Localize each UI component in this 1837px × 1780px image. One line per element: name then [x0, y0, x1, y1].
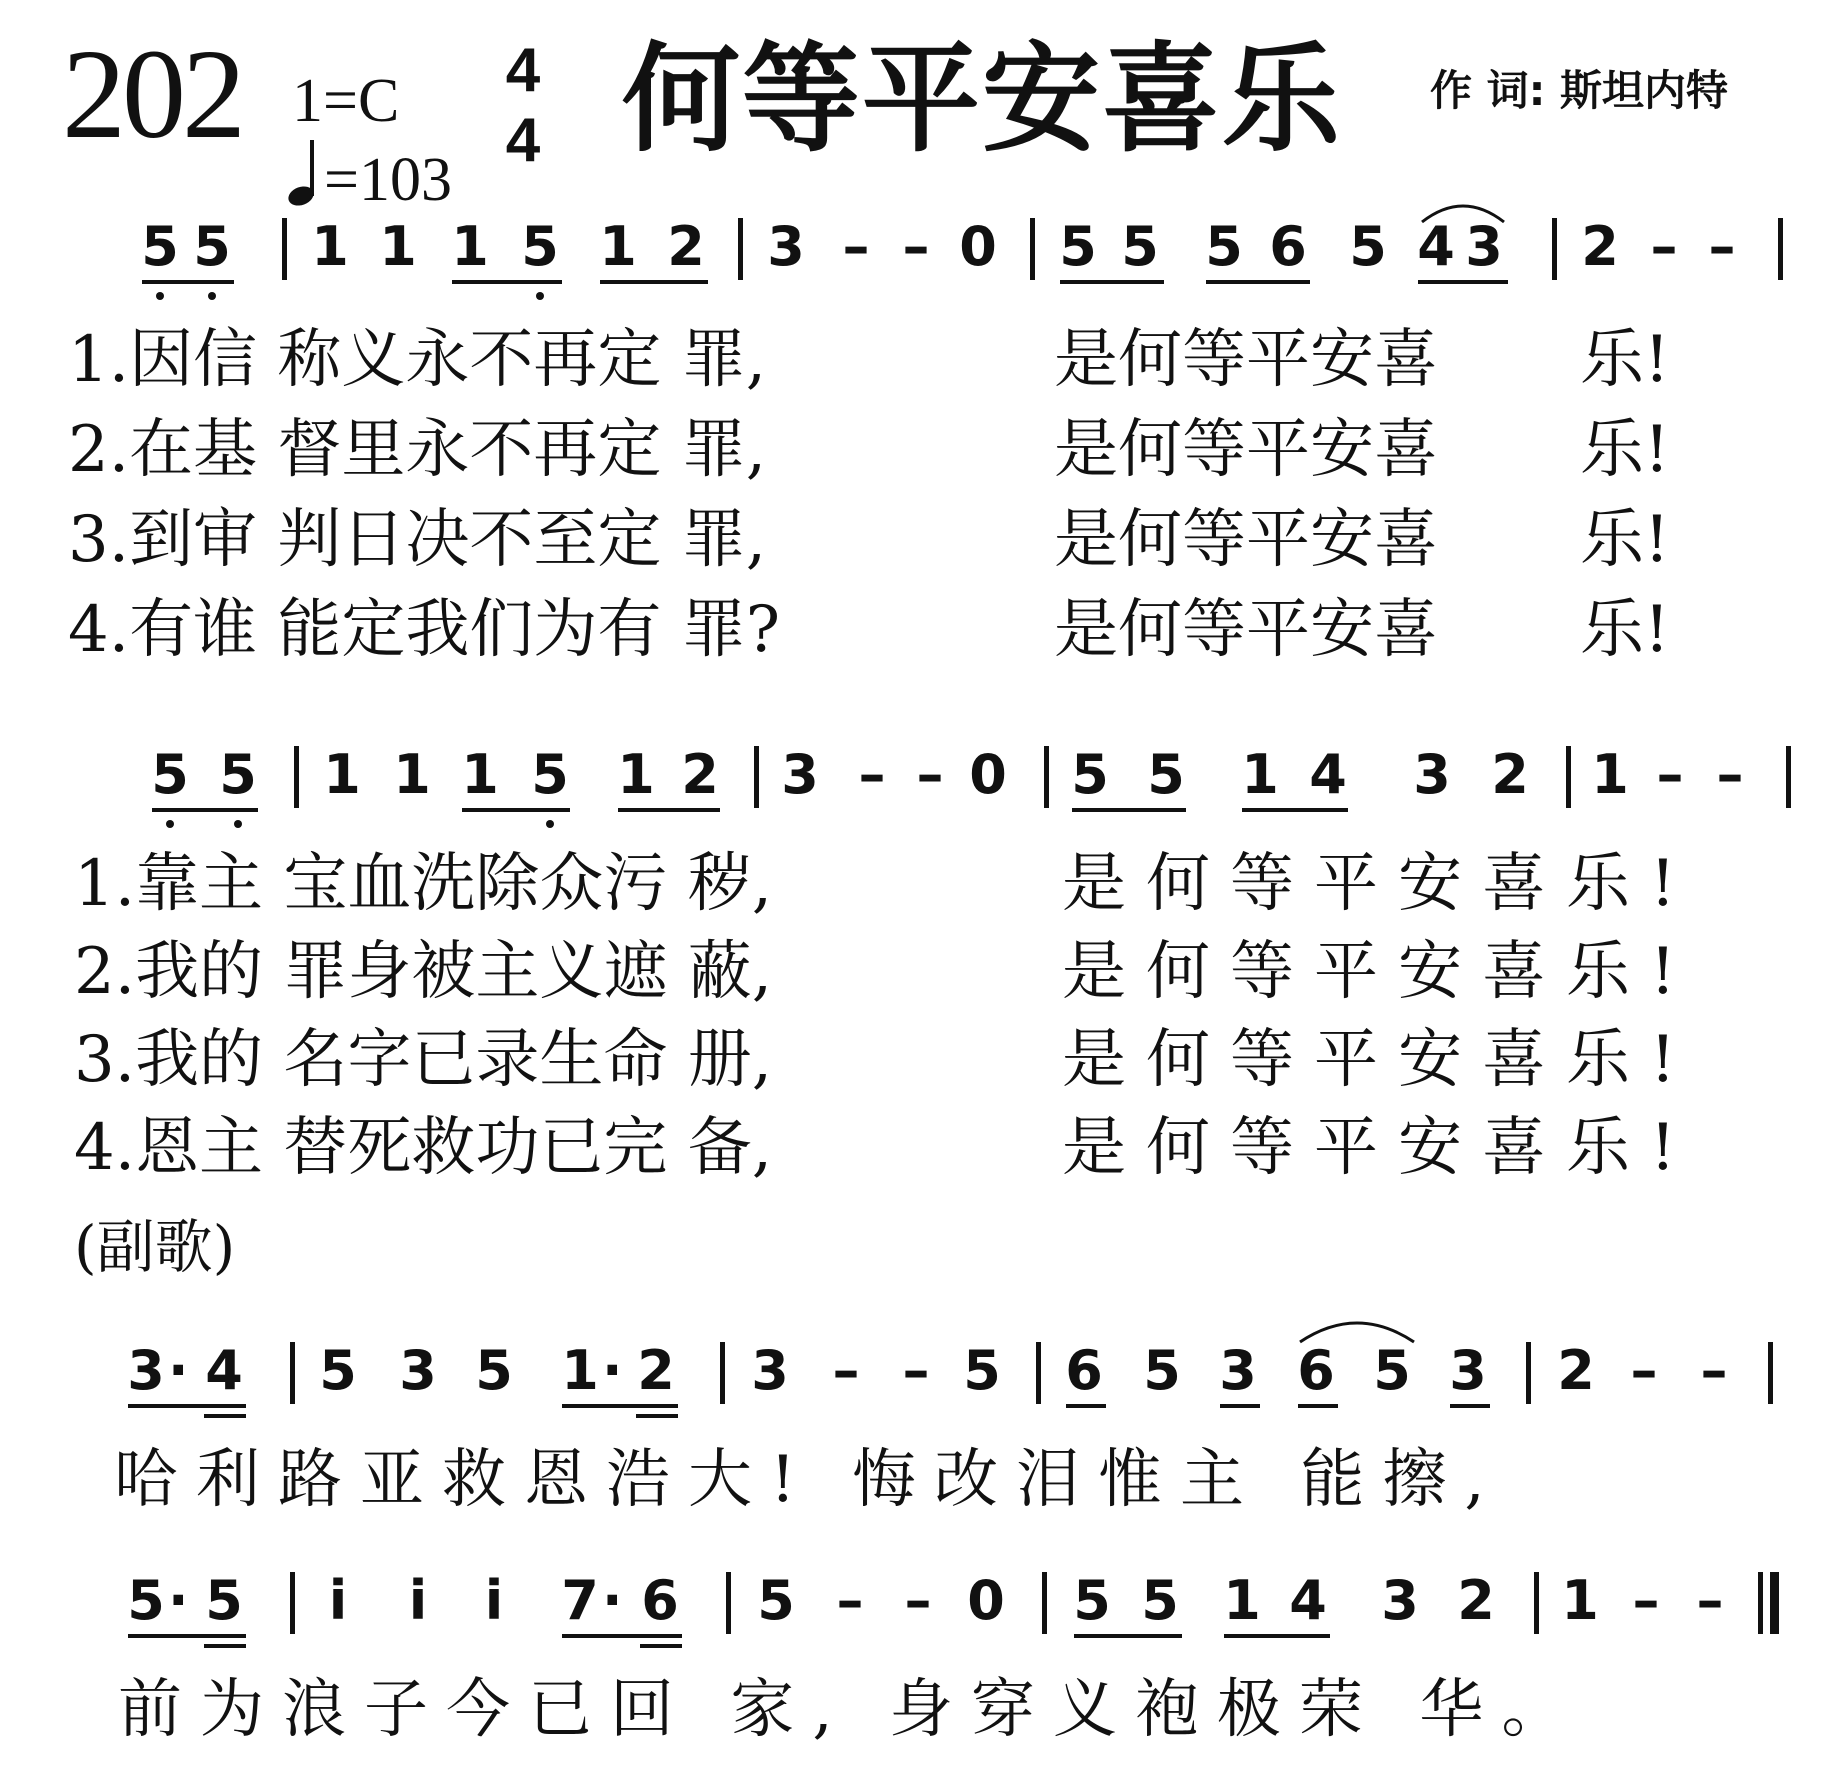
- note-dash: –: [902, 215, 930, 278]
- beam-line: [152, 808, 258, 812]
- octave-dot: [208, 292, 216, 300]
- note: 2: [1491, 743, 1529, 806]
- barline: [1768, 1342, 1773, 1404]
- note: 4: [1417, 215, 1455, 278]
- beam-line: [618, 808, 720, 812]
- barline: [1030, 218, 1035, 280]
- beam-line: [1060, 280, 1164, 284]
- lyric-line: 是何等平安喜: [1054, 593, 1438, 667]
- note: 5: [531, 743, 569, 806]
- beam-line: [1066, 1404, 1106, 1408]
- beam-line: [636, 1414, 678, 1418]
- note-high: i: [484, 1569, 504, 1632]
- lyric-line: 3.到审 判日决不至定 罪,: [68, 503, 767, 577]
- note-high: i: [328, 1569, 348, 1632]
- lyric-line: 乐!: [1580, 413, 1670, 487]
- beam-line: [1074, 1634, 1182, 1638]
- note: 5: [151, 743, 189, 806]
- barline: [720, 1342, 725, 1404]
- note: 5: [963, 1339, 1001, 1402]
- lyric-line: 乐!: [1580, 503, 1670, 577]
- note: 2: [637, 1339, 675, 1402]
- note: 3: [781, 743, 819, 806]
- song-title: 何等平安喜乐: [622, 30, 1343, 168]
- note: 1: [323, 743, 361, 806]
- note-dash: –: [858, 743, 886, 806]
- note-dash: –: [904, 1569, 932, 1632]
- barline: [1526, 1342, 1531, 1404]
- barline: [282, 218, 287, 280]
- note: 2: [667, 215, 705, 278]
- note: 6: [1065, 1339, 1103, 1402]
- beam-line: [562, 1634, 682, 1638]
- lyric-line: 4.恩主 替死救功已完 备,: [74, 1111, 773, 1185]
- note: 6: [1297, 1339, 1335, 1402]
- note: 2: [1457, 1569, 1495, 1632]
- lyric-line: 2.在基 督里永不再定 罪,: [68, 413, 767, 487]
- octave-dot: [546, 820, 554, 828]
- lyric-line: 1.靠主 宝血洗除众污 秽,: [74, 847, 773, 921]
- note: 5: [1121, 215, 1159, 278]
- barline: [1044, 746, 1049, 808]
- beam-line: [1298, 1404, 1338, 1408]
- note: 1: [1241, 743, 1279, 806]
- quarter-note-icon: [286, 138, 324, 208]
- note: 5: [319, 1339, 357, 1402]
- beam-line: [1224, 1634, 1330, 1638]
- time-sig-top: 4: [505, 36, 541, 105]
- time-signature: [498, 36, 548, 175]
- note-dash: –: [916, 743, 944, 806]
- note: 3: [767, 215, 805, 278]
- note: 5: [1349, 215, 1387, 278]
- note: 5: [193, 215, 231, 278]
- note: 1: [617, 743, 655, 806]
- barline: [1036, 1342, 1041, 1404]
- beam-line: [640, 1644, 682, 1648]
- lyric-line: 是何等平安喜: [1054, 503, 1438, 577]
- note: 6: [1269, 215, 1307, 278]
- note: 6: [641, 1569, 679, 1632]
- barline: [738, 218, 743, 280]
- note: 5: [1205, 215, 1243, 278]
- final-barline-thick: [1770, 1572, 1779, 1634]
- note-dash: –: [1632, 1569, 1660, 1632]
- note: 2: [1581, 215, 1619, 278]
- lyric-line: 前为浪子今已回 家, 身穿义袍极荣 华。: [118, 1673, 1584, 1747]
- note: 1: [1223, 1569, 1261, 1632]
- note: 1: [461, 743, 499, 806]
- time-sig-bottom: 4: [505, 106, 541, 175]
- barline: [754, 746, 759, 808]
- note: 3: [127, 1339, 165, 1402]
- final-barline-thin: [1758, 1572, 1763, 1634]
- octave-dot: [166, 820, 174, 828]
- beam-line: [1242, 808, 1348, 812]
- note-dash: –: [1700, 1339, 1728, 1402]
- note: 5: [757, 1569, 795, 1632]
- note: 5: [1147, 743, 1185, 806]
- beam-line: [128, 1404, 246, 1408]
- barline: [1552, 218, 1557, 280]
- lyric-line: 乐!: [1580, 323, 1670, 397]
- note: 5: [205, 1569, 243, 1632]
- beam-line: [1206, 280, 1310, 284]
- barline: [726, 1572, 731, 1634]
- note-rest: 0: [969, 743, 1007, 806]
- lyric-line: 是何等平安喜乐!: [1062, 847, 1696, 921]
- note: 1: [311, 215, 349, 278]
- note-dash: –: [1708, 215, 1736, 278]
- lyric-line: 4.有谁 能定我们为有 罪?: [68, 593, 781, 667]
- lyric-line: 乐!: [1580, 593, 1670, 667]
- note-dash: –: [842, 215, 870, 278]
- note-dash: –: [1656, 743, 1684, 806]
- note: 2: [1557, 1339, 1595, 1402]
- note: 5: [141, 215, 179, 278]
- beam-line: [204, 1644, 246, 1648]
- note: 4: [205, 1339, 243, 1402]
- note: 5: [127, 1569, 165, 1632]
- barline: [1778, 218, 1783, 280]
- note: 5: [1071, 743, 1109, 806]
- lyric-line: 是何等平安喜乐!: [1062, 1111, 1696, 1185]
- lyric-line: 是何等平安喜乐!: [1062, 935, 1696, 1009]
- note: 3: [1381, 1569, 1419, 1632]
- note: 5: [1073, 1569, 1111, 1632]
- note: 3: [399, 1339, 437, 1402]
- note-rest: 0: [967, 1569, 1005, 1632]
- beam-line: [1418, 280, 1508, 284]
- chorus-label: (副歌): [74, 1213, 236, 1281]
- note-high: i: [408, 1569, 428, 1632]
- beam-line: [142, 280, 234, 284]
- note: 1: [561, 1339, 599, 1402]
- lyric-line: 2.我的 罪身被主义遮 蔽,: [74, 935, 773, 1009]
- octave-dot: [234, 820, 242, 828]
- lyric-line: 是何等平安喜: [1054, 413, 1438, 487]
- dot-rhythm: ·: [602, 1339, 623, 1402]
- octave-dot: [536, 292, 544, 300]
- note: 5: [1059, 215, 1097, 278]
- note: 1: [1591, 743, 1629, 806]
- dot-rhythm: ·: [168, 1339, 189, 1402]
- note-dash: –: [832, 1339, 860, 1402]
- beam-line: [462, 808, 570, 812]
- lyric-line: 是何等平安喜: [1054, 323, 1438, 397]
- note: 3: [1465, 215, 1503, 278]
- lyric-line: 是何等平安喜乐!: [1062, 1023, 1696, 1097]
- tie-arc: [1418, 196, 1508, 226]
- note: 3: [751, 1339, 789, 1402]
- beam-line: [1220, 1404, 1260, 1408]
- note: 1: [393, 743, 431, 806]
- note-dash: –: [902, 1339, 930, 1402]
- barline: [1534, 1572, 1539, 1634]
- barline: [1566, 746, 1571, 808]
- lyric-line: 3.我的 名字已录生命 册,: [74, 1023, 773, 1097]
- lyric-line: 1.因信 称义永不再定 罪,: [68, 323, 767, 397]
- key-signature: 1=C: [292, 67, 400, 135]
- note: 2: [681, 743, 719, 806]
- hymn-number: 202: [62, 23, 242, 165]
- beam-line: [452, 280, 562, 284]
- lyricist-credit: 作 词: 斯坦内特: [1430, 66, 1729, 115]
- beam-line: [1072, 808, 1186, 812]
- note-rest: 0: [959, 215, 997, 278]
- tempo-value: 103: [358, 146, 452, 214]
- note: 5: [521, 215, 559, 278]
- octave-dot: [156, 292, 164, 300]
- note: 3: [1449, 1339, 1487, 1402]
- note: 3: [1413, 743, 1451, 806]
- note-dash: –: [1650, 215, 1678, 278]
- note: 4: [1289, 1569, 1327, 1632]
- note: 5: [219, 743, 257, 806]
- note-dash: –: [1696, 1569, 1724, 1632]
- beam-line: [204, 1414, 246, 1418]
- tempo-marking: =103: [286, 138, 452, 211]
- beam-line: [1450, 1404, 1490, 1408]
- barline: [290, 1572, 295, 1634]
- barline: [294, 746, 299, 808]
- note-dash: –: [1716, 743, 1744, 806]
- barline: [1786, 746, 1791, 808]
- note: 1: [451, 215, 489, 278]
- dot-rhythm: ·: [168, 1569, 189, 1632]
- tie-arc: [1296, 1312, 1418, 1346]
- barline: [290, 1342, 295, 1404]
- note: 5: [1141, 1569, 1179, 1632]
- note: 7: [561, 1569, 599, 1632]
- barline: [1042, 1572, 1047, 1634]
- beam-line: [562, 1404, 678, 1408]
- note: 4: [1309, 743, 1347, 806]
- note: 5: [1143, 1339, 1181, 1402]
- lyric-line: 哈利路亚救恩浩大! 悔改泪惟主 能擦,: [114, 1443, 1503, 1517]
- note: 5: [1373, 1339, 1411, 1402]
- note: 1: [599, 215, 637, 278]
- note-dash: –: [836, 1569, 864, 1632]
- beam-line: [600, 280, 708, 284]
- dot-rhythm: ·: [602, 1569, 623, 1632]
- note-dash: –: [1630, 1339, 1658, 1402]
- note: 1: [1561, 1569, 1599, 1632]
- beam-line: [128, 1634, 246, 1638]
- note: 5: [475, 1339, 513, 1402]
- note: 1: [379, 215, 417, 278]
- note: 3: [1219, 1339, 1257, 1402]
